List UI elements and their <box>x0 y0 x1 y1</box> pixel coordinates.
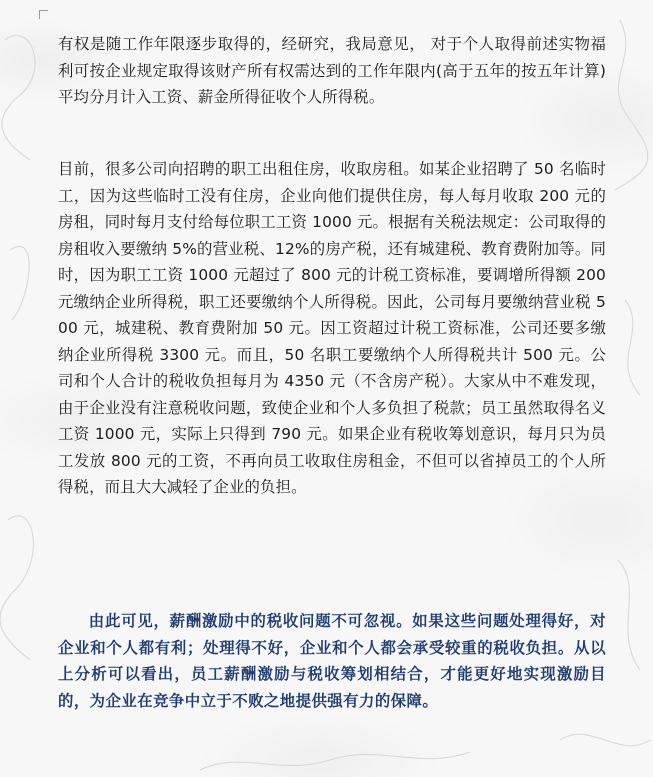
paragraph-2: 目前，很多公司向招聘的职工出租住房，收取房租。如某企业招聘了 50 名临时工，因为这些临时工没有住房，企业向他们提供住房，每人每月收取 200 元的房租，同时每月支付给每位职工工资 1000 元。根据有关税法规定：公司取得的房租收入要缴纳 5%的营业税、12%的房产税，还有城建税、教育费附加等。同时，因为职工工资 1000 元超过了 800 元的计税工资标准，要调增所得额 200 元缴纳企业所得税，职工还要缴纳个人所得税。因此，公司每月要缴纳营业税 500 元，城建税、教育费附加 50 元。因工资超过计税工资标准，公司还要多缴纳企业所得税 3300 元。而且，50 名职工要缴纳个人所得税共计 500 元。公司和个人合计的税收负担每月为 4350 元（不含房产税）。大家从中不难发现，由于企业没有注意税收问题，致使企业和个人多负担了税款；员工虽然取得名义工资 1000 元，实际上只得到 790 元。如果企业有税收筹划意识，每月只为员工发放 800 元的工资，不再向员工收取住房租金，不但可以省掉员工的个人所得税，而且大大减轻了企业的负担。 <box>58 160 606 496</box>
paragraph-1: 有权是随工作年限逐步取得的，经研究，我局意见， 对于个人取得前述实物福利可按企业规定取得该财产所有权需达到的工作年限内(高于五年的按五年计算) 平均分月计入工资、薪金所得征收个人所得税。 <box>58 35 606 106</box>
paragraph-conclusion: 由此可见，薪酬激励中的税收问题不可忽视。如果这些问题处理得好，对企业和个人都有利；处理得不好，企业和个人都会承受较重的税收负担。从以上分析可以看出，员工薪酬激励与税收筹划相结合，才能更好地实现激励目的，为企业在竞争中立于不败之地提供强有力的保障。 <box>58 612 606 710</box>
